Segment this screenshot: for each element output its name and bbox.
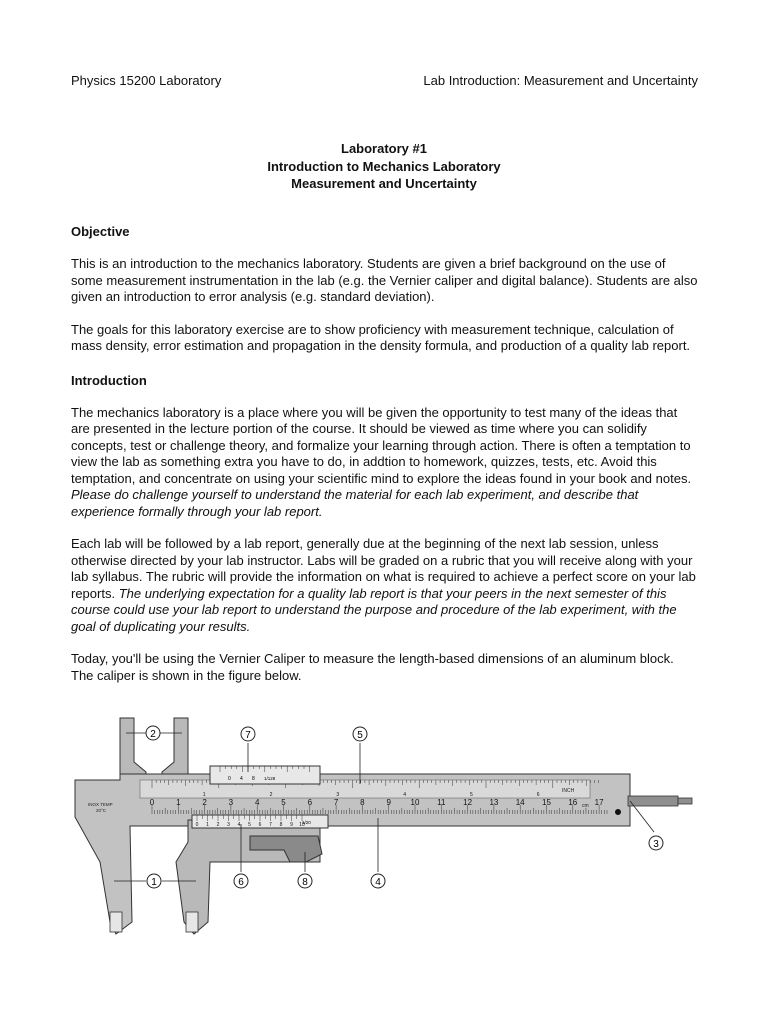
fixed-jaw-tip — [110, 912, 122, 932]
metric-label-15: 15 — [542, 798, 551, 807]
metric-unit-label: cm — [582, 803, 589, 809]
svg-text:4: 4 — [375, 877, 381, 888]
lower-vernier-label-10: 10 — [299, 822, 305, 828]
upper-vernier-unit: 1/128 — [264, 776, 276, 781]
inch-label-5: 5 — [470, 792, 473, 798]
depth-rod-tip — [678, 798, 692, 804]
callout-3 — [649, 836, 663, 850]
rivet-dot — [615, 809, 621, 815]
metric-label-7: 7 — [333, 798, 339, 807]
title-lab-name: Introduction to Mechanics Laboratory — [267, 158, 501, 174]
metric-label-17: 17 — [594, 798, 604, 807]
metric-label-8: 8 — [360, 798, 365, 807]
document-title — [0, 140, 768, 193]
metric-label-9: 9 — [386, 798, 391, 807]
metric-label-5: 5 — [281, 798, 286, 807]
lower-vernier-unit: 1/20 — [302, 820, 311, 825]
introduction-paragraph-1 — [71, 405, 699, 521]
lower-vernier-label-9: 9 — [290, 822, 293, 828]
stamp-line-1: INOX TEMP — [88, 802, 113, 807]
metric-label-4: 4 — [254, 798, 260, 807]
inch-label-3: 3 — [336, 792, 340, 798]
intro-p2-italic: The underlying expectation for a quality lab report is that your peers in the next semester of this course could use your lab report to understand the purpose and procedure of the lab experiment, with the goal of duplicating your results. — [71, 585, 677, 634]
svg-text:6: 6 — [238, 877, 244, 888]
svg-text:2: 2 — [150, 729, 156, 740]
metric-label-2: 2 — [202, 798, 207, 807]
title-lab-topic: Measurement and Uncertainty — [291, 176, 477, 191]
introduction-heading: Introduction — [71, 372, 147, 388]
depth-rod — [628, 796, 678, 806]
callout-6 — [234, 874, 248, 888]
metric-label-1: 1 — [176, 798, 181, 807]
intro-p1-italic: Please do challenge yourself to understand the material for each lab experiment, and describe that experience formally through your lab report. — [71, 487, 639, 519]
lower-vernier-label-2: 2 — [216, 822, 220, 828]
header-lab-title: Lab Introduction: Measurement and Uncertainty — [423, 73, 698, 88]
svg-text:5: 5 — [357, 730, 363, 741]
upper-vernier-label-4: 4 — [240, 776, 243, 782]
introduction-paragraph-3: Today, you'll be using the Vernier Caliper to measure the length-based dimensions of an aluminum block. The caliper is shown in the figure below. — [71, 651, 674, 683]
callout-7 — [241, 727, 255, 741]
title-lab-number: Laboratory #1 — [341, 141, 427, 156]
inch-label-1: 1 — [202, 792, 206, 798]
inch-label-2: 2 — [269, 792, 273, 798]
metric-label-12: 12 — [463, 798, 473, 807]
metric-label-16: 16 — [568, 798, 578, 807]
header-course: Physics 15200 Laboratory — [71, 73, 222, 88]
lower-vernier-label-7: 7 — [269, 822, 272, 828]
callout-8 — [298, 874, 312, 888]
lower-vernier-label-3: 3 — [227, 822, 230, 828]
lower-vernier-label-8: 8 — [279, 822, 283, 828]
lower-vernier-label-5: 5 — [248, 822, 251, 828]
introduction-paragraph-2 — [71, 536, 699, 635]
lower-vernier-label-1: 1 — [206, 822, 209, 828]
svg-text:7: 7 — [245, 730, 251, 741]
lower-vernier-label-0: 0 — [195, 822, 199, 828]
intro-p2-text: Each lab will be followed by a lab report, generally due at the beginning of the next lab session, unless otherwise directed by your lab instructor. Labs will be graded on a rubric that you will receive along with your lab syllabus. The rubric will provide the information on what is required to achieve a perfect score on your lab reports. — [71, 536, 696, 601]
objective-paragraph-1: This is an introduction to the mechanics laboratory. Students are given a brief background on the use of some measurement instrumentation in the lab (e.g. the Vernier caliper and digital balance). Students are also given an introduction to error analysis (e.g. standard deviation). — [71, 256, 698, 304]
stamp-line-2: 20°C — [96, 808, 107, 813]
svg-text:8: 8 — [302, 877, 308, 888]
objective-heading: Objective — [71, 224, 130, 239]
metric-label-10: 10 — [410, 798, 420, 807]
metric-label-3: 3 — [228, 798, 234, 807]
callout-2 — [146, 726, 160, 740]
page-header — [71, 73, 698, 90]
document-body — [71, 223, 699, 700]
metric-label-6: 6 — [307, 798, 313, 807]
objective-paragraph-2: The goals for this laboratory exercise are to show proficiency with measurement technique, calculation of mass density, error estimation and propagation in the density formula, and production of a quality lab report. — [71, 321, 691, 353]
inch-unit-label: INCH — [562, 788, 575, 794]
vernier-caliper-figure — [70, 712, 700, 952]
callout-1 — [147, 874, 161, 888]
inch-label-6: 6 — [536, 792, 540, 798]
svg-text:1: 1 — [151, 877, 157, 888]
metric-label-14: 14 — [515, 798, 525, 807]
lower-vernier-label-4: 4 — [237, 822, 241, 828]
callout-4 — [371, 874, 385, 888]
callout-5 — [353, 727, 367, 741]
metric-label-0: 0 — [149, 798, 155, 807]
caliper-diagram — [70, 712, 700, 952]
sliding-jaw-tip — [186, 912, 198, 932]
upper-vernier-label-8: 8 — [252, 776, 255, 782]
intro-p1-text: The mechanics laboratory is a place where you will be given the opportunity to test many of the ideas that are presented in the lecture portion of the course. It should be viewed as time where you can solidify concepts, test or challenge theory, and formalize your learning through action. There is often a temptation to view the lab as something extra you have to do, in addtion to homework, quizzes, tests, etc. Avoid this temptation, and concentrate on using your scientific mind to explore the ideas found in your book and notes. — [71, 404, 692, 486]
upper-vernier-label-0: 0 — [228, 776, 231, 782]
metric-label-13: 13 — [489, 798, 499, 807]
metric-label-11: 11 — [437, 798, 446, 807]
svg-text:3: 3 — [653, 839, 659, 850]
inch-label-4: 4 — [403, 792, 406, 798]
lower-vernier-label-6: 6 — [258, 822, 262, 828]
